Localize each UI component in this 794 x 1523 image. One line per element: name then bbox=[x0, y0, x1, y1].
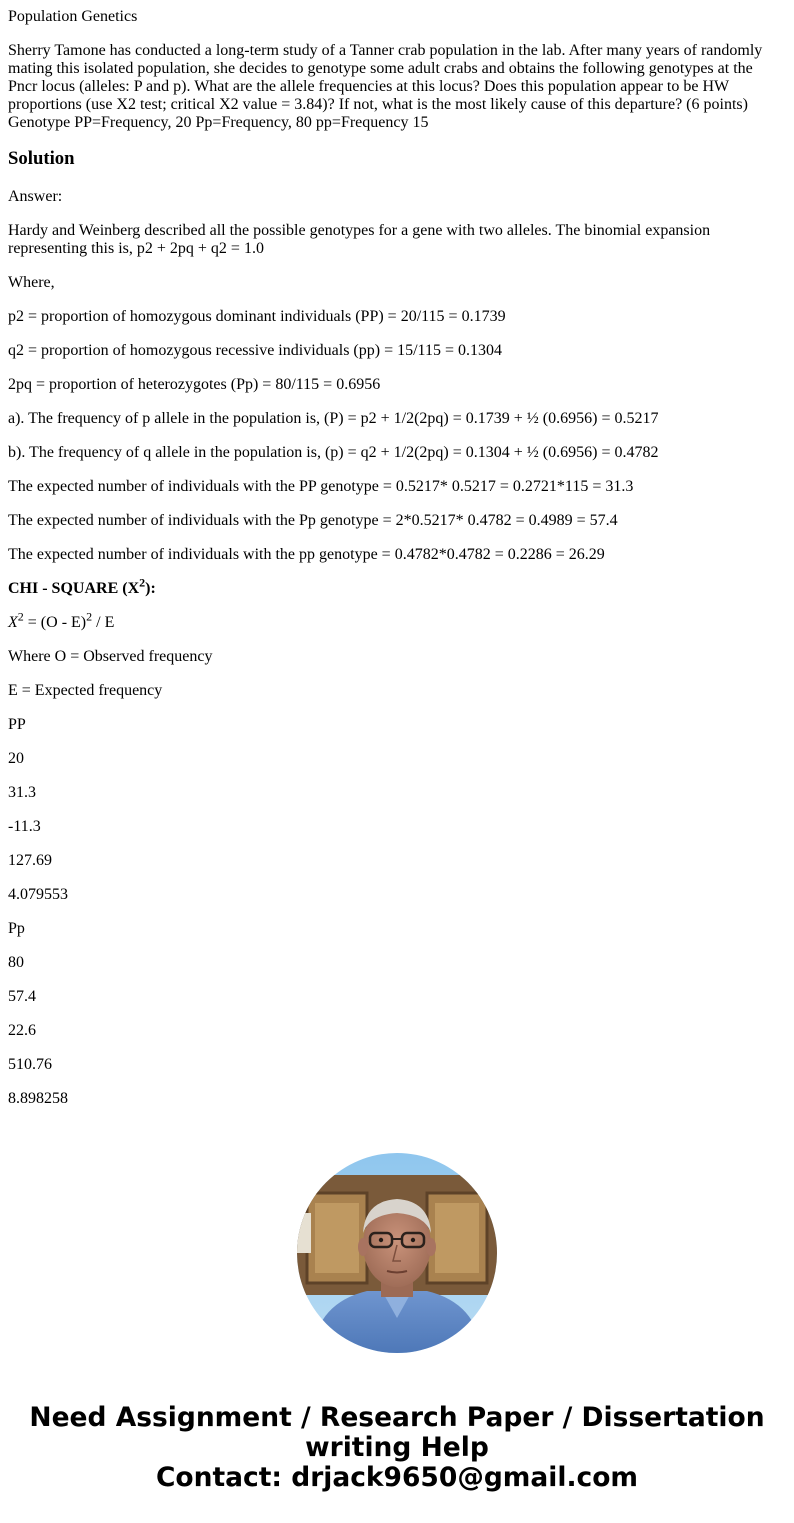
formula-end: / E bbox=[92, 614, 115, 631]
question-text: Sherry Tamone has conducted a long-term study of a Tanner crab population in the lab. After many years of randomly mating this isolated population, she decides to genotype some adult crabs and obtains the following genotypes at the Pncr locus (alleles: P and p). What are the allele frequencies at this locus? Does this population appear to be HW proportions (use X2 test; critical X2 value = 3.84)? If not, what is the most likely cause of this departure? (6 points) Genotype PP=Frequency, 20 Pp=Frequency, 80 pp=Frequency 15 bbox=[8, 42, 763, 131]
solution-line: The expected number of individuals with the PP genotype = 0.5217* 0.5217 = 0.2721*115 = 31.3 bbox=[8, 478, 634, 495]
author-photo-icon bbox=[297, 1153, 497, 1353]
solution-line: p2 = proportion of homozygous dominant individuals (PP) = 20/115 = 0.1739 bbox=[8, 308, 506, 325]
table-cell: -11.3 bbox=[8, 818, 41, 835]
table-cell: 20 bbox=[8, 750, 24, 767]
table-cell: 31.3 bbox=[8, 784, 36, 801]
where-expected: E = Expected frequency bbox=[8, 682, 163, 699]
table-cell: 80 bbox=[8, 954, 24, 971]
promo-contact: Contact: drjack9650@gmail.com bbox=[155, 1462, 639, 1493]
formula-mid: = (O - E) bbox=[23, 614, 87, 631]
solution-line: a). The frequency of p allele in the population is, (P) = p2 + 1/2(2pq) = 0.1739 + ½ (0.6956) = 0.5217 bbox=[8, 410, 659, 427]
solution-line: q2 = proportion of homozygous recessive individuals (pp) = 15/115 = 0.1304 bbox=[8, 342, 502, 359]
answer-label: Answer: bbox=[8, 188, 63, 205]
table-cell: 4.079553 bbox=[8, 886, 68, 903]
where-label: Where, bbox=[8, 274, 55, 291]
solution-line: b). The frequency of q allele in the population is, (p) = q2 + 1/2(2pq) = 0.1304 + ½ (0.6956) = 0.4782 bbox=[8, 444, 659, 461]
chi-square-heading bbox=[8, 575, 778, 598]
formula-sup-1: 2 bbox=[17, 609, 24, 624]
page-title: Population Genetics bbox=[8, 8, 138, 25]
solution-line: The expected number of individuals with the Pp genotype = 2*0.5217* 0.4782 = 0.4989 = 57.4 bbox=[8, 512, 618, 529]
chi-heading-post: ): bbox=[145, 580, 156, 597]
chi-square-formula bbox=[8, 609, 778, 632]
intro-paragraph: Hardy and Weinberg described all the possible genotypes for a gene with two alleles. The binomial expansion representing this is, p2 + 2pq + q2 = 1.0 bbox=[8, 222, 711, 257]
table-cell: Pp bbox=[8, 920, 25, 937]
formula-sup-2: 2 bbox=[86, 609, 93, 624]
formula-x: X bbox=[8, 614, 18, 631]
table-cell: 127.69 bbox=[8, 852, 52, 869]
table-cell: 510.76 bbox=[8, 1056, 52, 1073]
author-avatar bbox=[297, 1153, 497, 1353]
table-cell: 22.6 bbox=[8, 1022, 36, 1039]
table-cell: 57.4 bbox=[8, 988, 36, 1005]
promo-banner bbox=[0, 1403, 794, 1493]
document-content bbox=[8, 8, 778, 1124]
table-cell: 8.898258 bbox=[8, 1090, 68, 1107]
solution-line: The expected number of individuals with the pp genotype = 0.4782*0.4782 = 0.2286 = 26.29 bbox=[8, 546, 605, 563]
solution-line: 2pq = proportion of heterozygotes (Pp) = 80/115 = 0.6956 bbox=[8, 376, 381, 393]
promo-line-2: writing Help bbox=[305, 1432, 489, 1463]
chi-heading-pre: CHI - SQUARE (X bbox=[8, 580, 140, 597]
where-observed: Where O = Observed frequency bbox=[8, 648, 213, 665]
solution-heading: Solution bbox=[8, 148, 75, 169]
promo-line-1: Need Assignment / Research Paper / Dissertation bbox=[29, 1402, 765, 1433]
chi-heading-sup: 2 bbox=[139, 575, 146, 590]
table-cell: PP bbox=[8, 716, 26, 733]
